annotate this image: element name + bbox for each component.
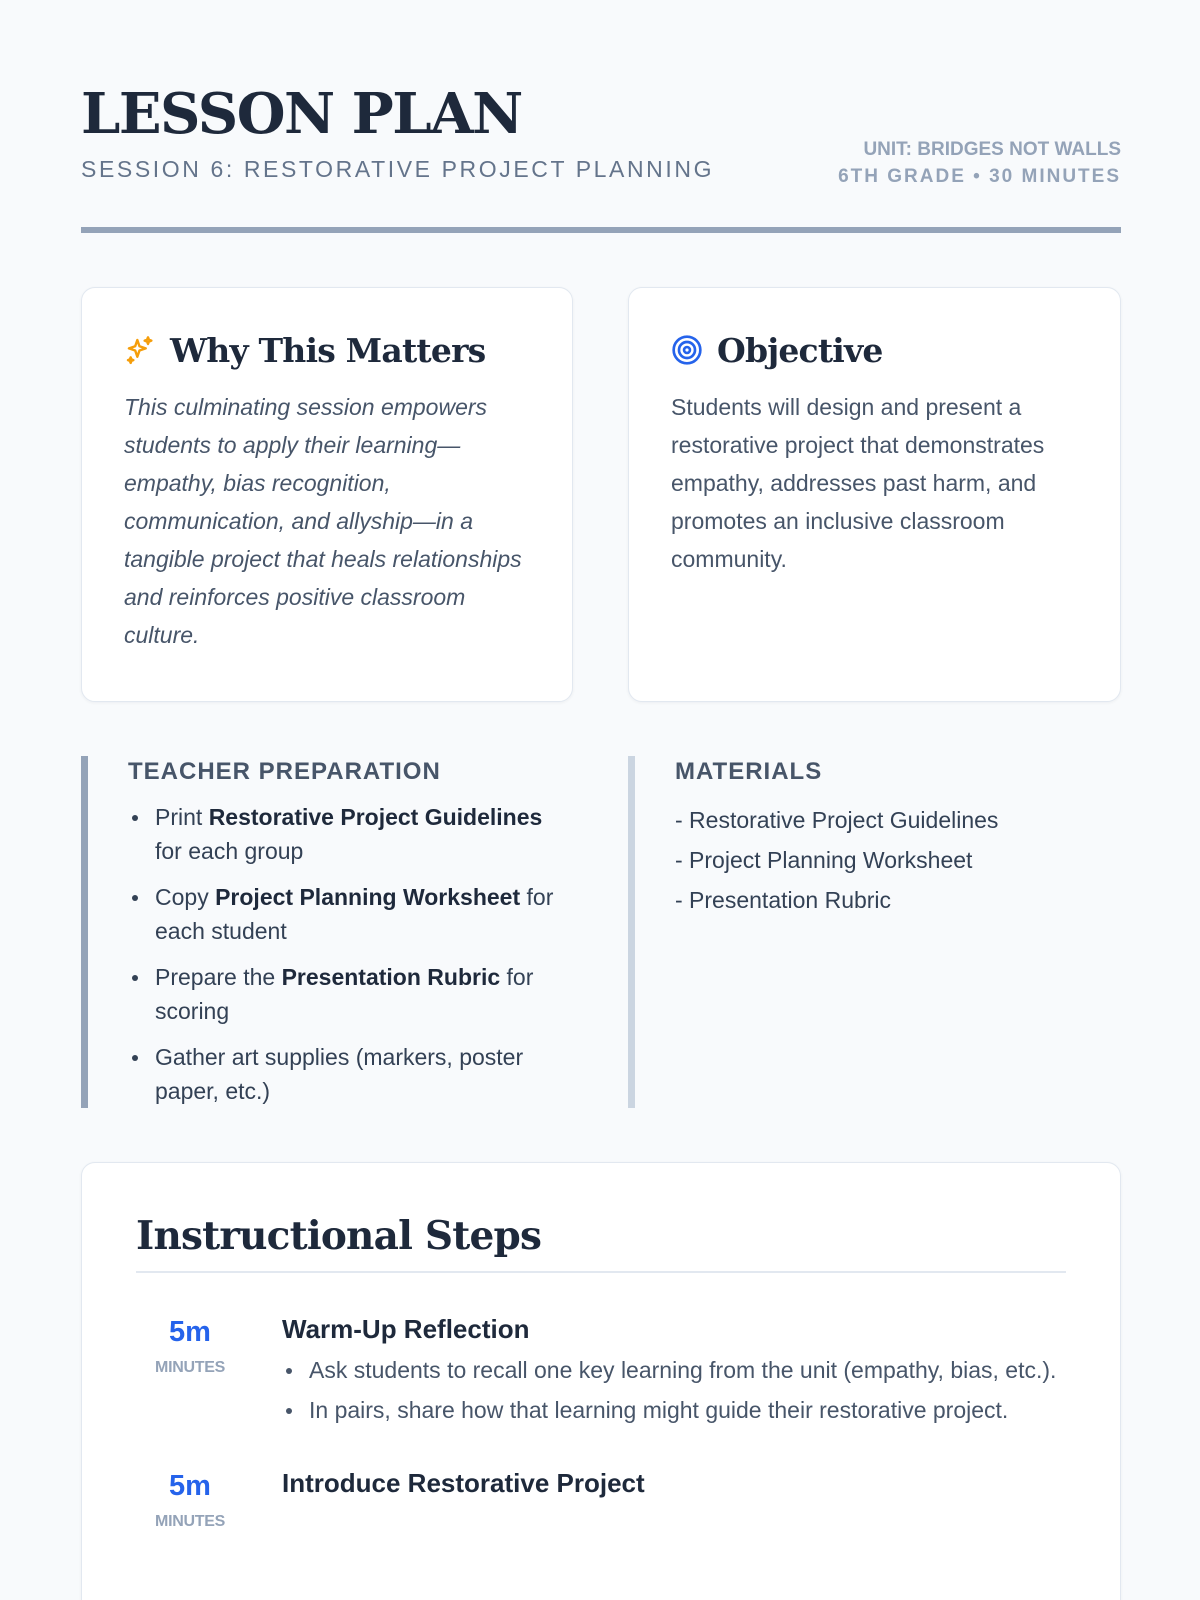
teacher-preparation-section [81, 756, 581, 1108]
item-text: for each student [155, 884, 554, 944]
item-bold-text: Presentation Rubric [281, 964, 501, 990]
objective-text: Students will design and present a restorative project that demonstrates empathy, addresses past harm, and promotes an inclusive classroom community. [671, 394, 1045, 572]
why-title: Why This Matters [170, 330, 486, 370]
duration-value: 5m [169, 1470, 211, 1502]
list-item: - Presentation Rubric [675, 887, 892, 913]
lesson-plan-page [81, 0, 1121, 1530]
item-text: Prepare the [155, 964, 282, 990]
item-text: Print [155, 804, 209, 830]
list-item: Ask students to recall one key learning from the unit (empathy, bias, etc.). [282, 1353, 1066, 1387]
materials-heading: MATERIALS [675, 758, 823, 785]
item-text: for each group [155, 838, 304, 864]
page-header [81, 0, 1121, 236]
grade-duration: 6TH GRADE • 30 MINUTES [838, 166, 1121, 187]
list-item [128, 800, 558, 868]
page-title: LESSON PLAN [81, 81, 522, 147]
header-divider [81, 227, 1121, 233]
why-text: This culminating session empowers students to apply their learning—empathy, bias recognition, communication, and allyship—in a tangible project that heals relationships and reinforces positive classroom culture. [124, 394, 522, 648]
duration-value: 5m [169, 1316, 211, 1348]
step-title: Warm-Up Reflection [282, 1314, 530, 1344]
step-item [136, 1313, 1066, 1427]
prep-list [128, 800, 581, 1108]
item-text: for scoring [155, 964, 534, 1024]
objective-card [628, 287, 1121, 702]
list-item [128, 1040, 558, 1108]
item-text: Copy [155, 884, 216, 910]
prep-heading: TEACHER PREPARATION [128, 758, 441, 785]
list-item [128, 960, 558, 1028]
unit-meta [838, 136, 1121, 190]
item-bold-text: Restorative Project Guidelines [208, 804, 543, 830]
list-item: In pairs, share how that learning might guide their restorative project. [282, 1393, 1066, 1427]
step-duration [136, 1469, 244, 1531]
duration-unit: MINUTES [155, 1513, 225, 1530]
list-item: - Restorative Project Guidelines [675, 807, 999, 833]
list-item: - Project Planning Worksheet [675, 847, 973, 873]
list-item [128, 880, 558, 948]
materials-section [628, 756, 1121, 1108]
instructional-steps-card [81, 1162, 1121, 1600]
duration-unit: MINUTES [155, 1359, 225, 1376]
step-title: Introduce Restorative Project [282, 1468, 645, 1498]
session-subtitle: SESSION 6: RESTORATIVE PROJECT PLANNING [81, 156, 715, 182]
item-text: Gather art supplies (markers, poster paper, etc.) [155, 1044, 524, 1104]
objective-title: Objective [717, 330, 883, 370]
materials-list [675, 800, 1121, 920]
why-this-matters-card [81, 287, 573, 702]
target-icon [671, 334, 703, 366]
item-bold-text: Project Planning Worksheet [215, 884, 521, 910]
steps-title: Instructional Steps [136, 1213, 1066, 1273]
sparkles-icon [124, 334, 156, 366]
step-item [136, 1467, 1066, 1530]
unit-name: UNIT: BRIDGES NOT WALLS [863, 139, 1121, 160]
step-bullets [282, 1353, 1066, 1427]
step-duration [136, 1315, 244, 1377]
